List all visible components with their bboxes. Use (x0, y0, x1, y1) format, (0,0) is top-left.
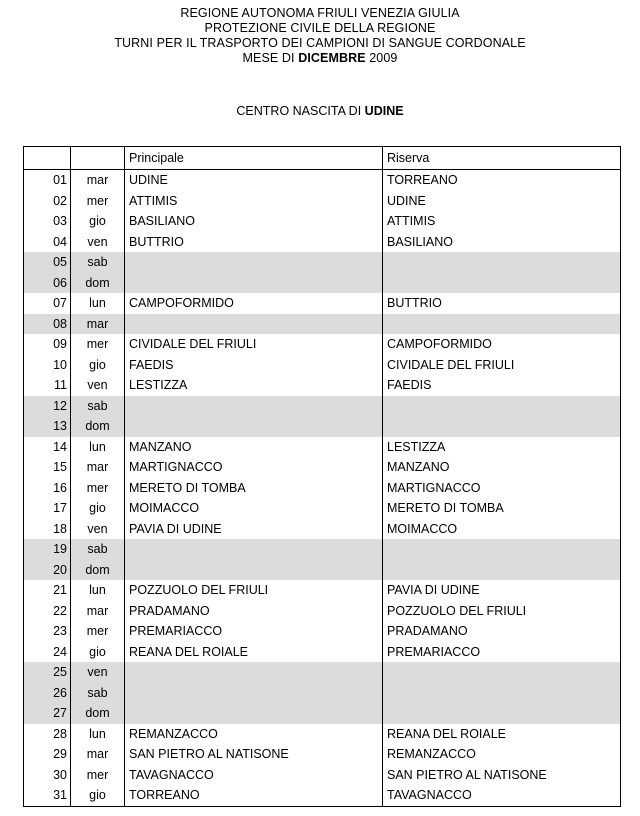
riserva-cell: PAVIA DI UDINE (383, 580, 621, 601)
principale-cell: TORREANO (125, 785, 383, 806)
day-number-cell: 28 (24, 724, 71, 745)
riserva-cell (383, 703, 621, 724)
weekday-cell: ven (71, 375, 125, 396)
document-header (0, 6, 640, 66)
weekday-cell: sab (71, 539, 125, 560)
table-row (24, 314, 621, 335)
riserva-cell: TORREANO (383, 170, 621, 191)
day-number-cell: 18 (24, 519, 71, 540)
principale-cell: PRADAMANO (125, 601, 383, 622)
header-region: REGIONE AUTONOMA FRIULI VENEZIA GIULIA (180, 6, 460, 20)
table-row (24, 601, 621, 622)
day-number-cell: 06 (24, 273, 71, 294)
weekday-cell: mar (71, 601, 125, 622)
weekday-cell: mar (71, 314, 125, 335)
principale-cell (125, 703, 383, 724)
day-number-cell: 27 (24, 703, 71, 724)
day-number-cell: 20 (24, 560, 71, 581)
day-number-cell: 03 (24, 211, 71, 232)
principale-cell: FAEDIS (125, 355, 383, 376)
table-row (24, 437, 621, 458)
riserva-cell: TAVAGNACCO (383, 785, 621, 806)
principale-cell (125, 416, 383, 437)
weekday-cell: mer (71, 765, 125, 786)
centro-prefix: CENTRO NASCITA DI (236, 104, 365, 118)
table-row (24, 191, 621, 212)
day-number-cell: 30 (24, 765, 71, 786)
weekday-cell: mar (71, 170, 125, 191)
table-row (24, 539, 621, 560)
day-number-cell: 04 (24, 232, 71, 253)
principale-cell: REMANZACCO (125, 724, 383, 745)
riserva-cell: POZZUOLO DEL FRIULI (383, 601, 621, 622)
weekday-cell: dom (71, 273, 125, 294)
table-row (24, 396, 621, 417)
table-row (24, 703, 621, 724)
table-row (24, 519, 621, 540)
header-department: PROTEZIONE CIVILE DELLA REGIONE (204, 21, 436, 35)
riserva-cell: PREMARIACCO (383, 642, 621, 663)
riserva-cell: BASILIANO (383, 232, 621, 253)
weekday-cell: dom (71, 703, 125, 724)
day-number-cell: 17 (24, 498, 71, 519)
riserva-cell (383, 396, 621, 417)
day-number-cell: 25 (24, 662, 71, 683)
riserva-cell: MOIMACCO (383, 519, 621, 540)
day-number-cell: 13 (24, 416, 71, 437)
riserva-cell: REMANZACCO (383, 744, 621, 765)
riserva-cell: LESTIZZA (383, 437, 621, 458)
principale-cell: UDINE (125, 170, 383, 191)
principale-cell: PAVIA DI UDINE (125, 519, 383, 540)
riserva-cell (383, 683, 621, 704)
weekday-cell: ven (71, 662, 125, 683)
weekday-cell: mer (71, 334, 125, 355)
month-prefix: MESE DI (242, 51, 299, 65)
table-row (24, 642, 621, 663)
table-row (24, 334, 621, 355)
header-principale: Principale (125, 147, 383, 170)
principale-cell: ATTIMIS (125, 191, 383, 212)
riserva-cell: UDINE (383, 191, 621, 212)
day-number-cell: 24 (24, 642, 71, 663)
month-year: 2009 (365, 51, 398, 65)
riserva-cell (383, 314, 621, 335)
table-row (24, 785, 621, 806)
principale-cell (125, 539, 383, 560)
weekday-cell: mer (71, 478, 125, 499)
weekday-cell: lun (71, 724, 125, 745)
header-riserva: Riserva (383, 147, 621, 170)
weekday-cell: dom (71, 560, 125, 581)
principale-cell (125, 662, 383, 683)
riserva-cell (383, 416, 621, 437)
table-row (24, 724, 621, 745)
weekday-cell: gio (71, 355, 125, 376)
day-number-cell: 09 (24, 334, 71, 355)
riserva-cell: CAMPOFORMIDO (383, 334, 621, 355)
principale-cell (125, 273, 383, 294)
principale-cell: CAMPOFORMIDO (125, 293, 383, 314)
weekday-cell: sab (71, 683, 125, 704)
principale-cell: MANZANO (125, 437, 383, 458)
principale-cell (125, 560, 383, 581)
riserva-cell: SAN PIETRO AL NATISONE (383, 765, 621, 786)
table-row (24, 170, 621, 191)
header-month (0, 51, 640, 66)
principale-cell: PREMARIACCO (125, 621, 383, 642)
riserva-cell: CIVIDALE DEL FRIULI (383, 355, 621, 376)
header-day-number (24, 147, 71, 170)
principale-cell (125, 314, 383, 335)
principale-cell: LESTIZZA (125, 375, 383, 396)
table-row (24, 211, 621, 232)
weekday-cell: dom (71, 416, 125, 437)
weekday-cell: sab (71, 252, 125, 273)
riserva-cell: FAEDIS (383, 375, 621, 396)
principale-cell (125, 396, 383, 417)
riserva-cell: ATTIMIS (383, 211, 621, 232)
table-row (24, 744, 621, 765)
day-number-cell: 15 (24, 457, 71, 478)
weekday-cell: lun (71, 293, 125, 314)
principale-cell: MERETO DI TOMBA (125, 478, 383, 499)
principale-cell: SAN PIETRO AL NATISONE (125, 744, 383, 765)
weekday-cell: ven (71, 232, 125, 253)
principale-cell: TAVAGNACCO (125, 765, 383, 786)
table-row (24, 662, 621, 683)
table-row (24, 232, 621, 253)
riserva-cell: MARTIGNACCO (383, 478, 621, 499)
weekday-cell: lun (71, 580, 125, 601)
table-row (24, 416, 621, 437)
table-row (24, 580, 621, 601)
day-number-cell: 26 (24, 683, 71, 704)
month-name: DICEMBRE (298, 51, 366, 65)
table-row (24, 273, 621, 294)
table-row (24, 293, 621, 314)
table-row (24, 560, 621, 581)
table-row (24, 498, 621, 519)
day-number-cell: 21 (24, 580, 71, 601)
principale-cell: REANA DEL ROIALE (125, 642, 383, 663)
principale-cell: POZZUOLO DEL FRIULI (125, 580, 383, 601)
table-row (24, 252, 621, 273)
weekday-cell: ven (71, 519, 125, 540)
table-row (24, 765, 621, 786)
day-number-cell: 11 (24, 375, 71, 396)
principale-cell: MOIMACCO (125, 498, 383, 519)
principale-cell: BASILIANO (125, 211, 383, 232)
principale-cell (125, 252, 383, 273)
day-number-cell: 29 (24, 744, 71, 765)
shift-table (23, 146, 621, 807)
day-number-cell: 23 (24, 621, 71, 642)
table-body (24, 170, 621, 807)
weekday-cell: sab (71, 396, 125, 417)
riserva-cell (383, 252, 621, 273)
weekday-cell: gio (71, 498, 125, 519)
principale-cell (125, 683, 383, 704)
principale-cell: MARTIGNACCO (125, 457, 383, 478)
header-title: TURNI PER IL TRASPORTO DEI CAMPIONI DI SANGUE CORDONALE (114, 36, 526, 50)
day-number-cell: 02 (24, 191, 71, 212)
weekday-cell: mar (71, 744, 125, 765)
day-number-cell: 10 (24, 355, 71, 376)
weekday-cell: mer (71, 191, 125, 212)
table-row (24, 457, 621, 478)
riserva-cell (383, 539, 621, 560)
header-weekday (71, 147, 125, 170)
riserva-cell: PRADAMANO (383, 621, 621, 642)
riserva-cell: BUTTRIO (383, 293, 621, 314)
table-header-row (24, 147, 621, 170)
table-row (24, 478, 621, 499)
day-number-cell: 05 (24, 252, 71, 273)
riserva-cell: MANZANO (383, 457, 621, 478)
day-number-cell: 22 (24, 601, 71, 622)
day-number-cell: 14 (24, 437, 71, 458)
day-number-cell: 01 (24, 170, 71, 191)
weekday-cell: mer (71, 621, 125, 642)
principale-cell: BUTTRIO (125, 232, 383, 253)
table-row (24, 355, 621, 376)
principale-cell: CIVIDALE DEL FRIULI (125, 334, 383, 355)
riserva-cell: REANA DEL ROIALE (383, 724, 621, 745)
table-row (24, 683, 621, 704)
weekday-cell: mar (71, 457, 125, 478)
weekday-cell: gio (71, 785, 125, 806)
day-number-cell: 08 (24, 314, 71, 335)
table-row (24, 375, 621, 396)
riserva-cell (383, 662, 621, 683)
riserva-cell (383, 273, 621, 294)
centro-nascita-title (0, 104, 640, 119)
table-row (24, 621, 621, 642)
riserva-cell: MERETO DI TOMBA (383, 498, 621, 519)
centro-name: UDINE (364, 104, 404, 118)
weekday-cell: lun (71, 437, 125, 458)
day-number-cell: 12 (24, 396, 71, 417)
day-number-cell: 16 (24, 478, 71, 499)
day-number-cell: 31 (24, 785, 71, 806)
day-number-cell: 19 (24, 539, 71, 560)
weekday-cell: gio (71, 211, 125, 232)
weekday-cell: gio (71, 642, 125, 663)
riserva-cell (383, 560, 621, 581)
day-number-cell: 07 (24, 293, 71, 314)
